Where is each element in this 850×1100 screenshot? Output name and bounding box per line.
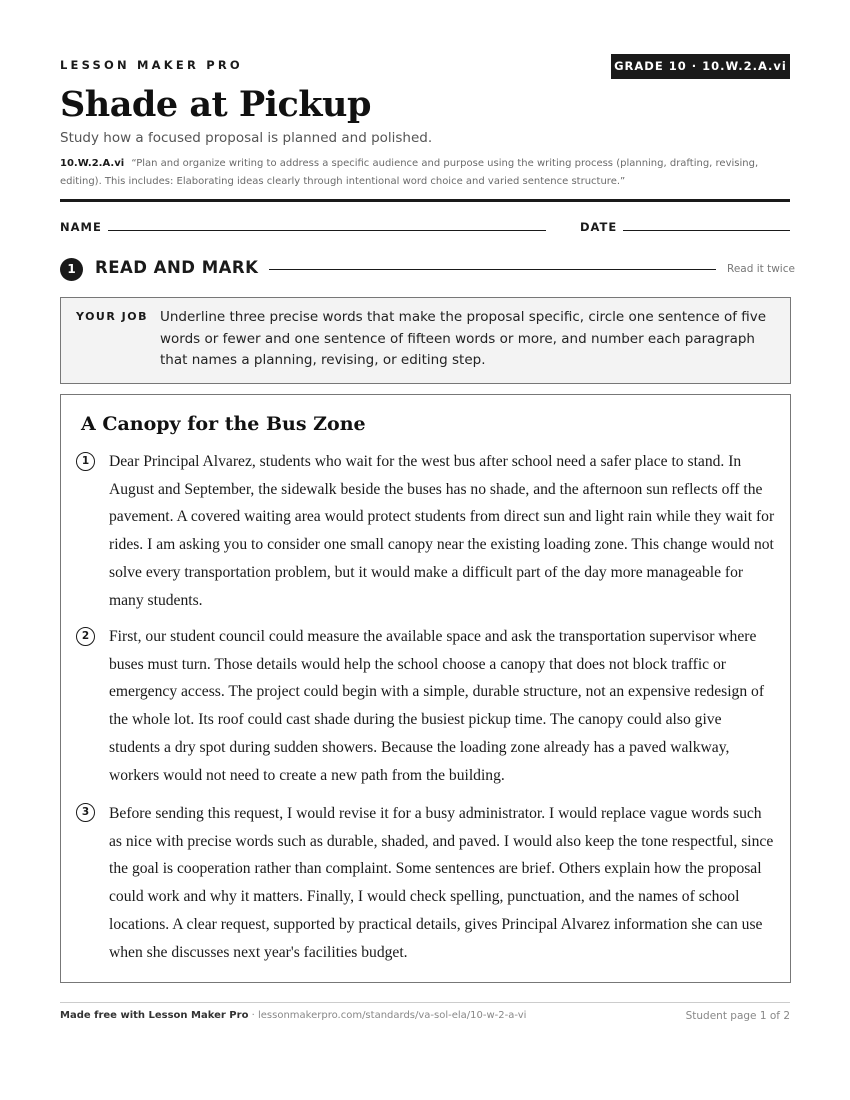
name-label: NAME bbox=[60, 220, 102, 234]
page-title: Shade at Pickup bbox=[60, 84, 371, 125]
reading-passage bbox=[60, 394, 791, 983]
page-subtitle: Study how a focused proposal is planned and polished. bbox=[60, 130, 433, 146]
header-divider bbox=[60, 199, 790, 202]
footer-url[interactable]: · lessonmakerpro.com/standards/va-sol-ela/10-w-2-a-vi bbox=[248, 1010, 527, 1021]
paragraph-text: Dear Principal Alvarez, students who wait for the west bus after school need a safer place to stand. In August and September, the sidewalk beside the buses has no shade, and the afternoon sun reflects off the pavement. A covered waiting area would protect students from direct sun and light rain while they wait for rides. I am asking you to consider one small canopy near the existing loading zone. This change would not solve every transportation problem, but it would make a difficult part of the day more manageable for many students. bbox=[109, 453, 775, 609]
name-field[interactable] bbox=[108, 230, 546, 231]
date-field[interactable] bbox=[623, 230, 790, 231]
paragraph-text: Before sending this request, I would revise it for a busy administrator. I would replace vague words such as nice with precise words such as durable, shaded, and paved. I would also keep the tone respectful, since the goal is cooperation rather than complaint. Some sentences are brief. Others explain how the proposal could work and why it matters. Finally, I would check spelling, punctuation, and the names of school locations. A clear request, supported by practical details, gives Principal Alvarez information she can use when she discusses next year's facilities budget. bbox=[109, 805, 774, 961]
section-note: Read it twice bbox=[727, 263, 795, 275]
paragraph-text: First, our student council could measure the available space and ask the transportation supervisor where buses must turn. Those details would help the school choose a canopy that does not block traffic or emergency access. The project could begin with a simple, durable structure, not an expensive redesign of the whole lot. Its roof could cast shade during the busiest pickup time. The canopy could also give students a dry spot during sudden showers. Because the loading zone already has a paved walkway, workers would not need to create a new path from the building. bbox=[109, 628, 765, 784]
section-divider bbox=[269, 269, 716, 270]
instructions-box bbox=[60, 297, 791, 384]
instructions-label: YOUR JOB bbox=[76, 310, 148, 323]
section-number: 1 bbox=[60, 258, 83, 281]
footer-credit bbox=[60, 1010, 526, 1021]
paragraph-number: 3 bbox=[76, 803, 95, 822]
brand-name: LESSON MAKER PRO bbox=[60, 58, 243, 72]
standard-text: “Plan and organize writing to address a specific audience and purpose using the writing process (planning, drafting, revising, editing). This includes: Elaborating ideas clearly through intentional word choice and varied sentence structure.” bbox=[60, 158, 759, 187]
footer-page-number: Student page 1 of 2 bbox=[685, 1010, 790, 1022]
standard-code: 10.W.2.A.vi bbox=[60, 158, 125, 169]
paragraph-number: 1 bbox=[76, 452, 95, 471]
passage-title: A Canopy for the Bus Zone bbox=[81, 413, 366, 435]
footer-made-with: Made free with Lesson Maker Pro bbox=[60, 1010, 249, 1021]
date-label: DATE bbox=[580, 220, 618, 234]
instructions-text: Underline three precise words that make the proposal specific, circle one sentence of five words or fewer and one sentence of fifteen words or more, and number each paragraph that names a planning, revising, or editing step. bbox=[160, 309, 767, 368]
standard-description bbox=[60, 155, 780, 191]
section-title: READ AND MARK bbox=[95, 258, 259, 277]
paragraph-number: 2 bbox=[76, 627, 95, 646]
footer-divider bbox=[60, 1002, 790, 1003]
grade-standard-badge: GRADE 10 · 10.W.2.A.vi bbox=[611, 54, 790, 79]
